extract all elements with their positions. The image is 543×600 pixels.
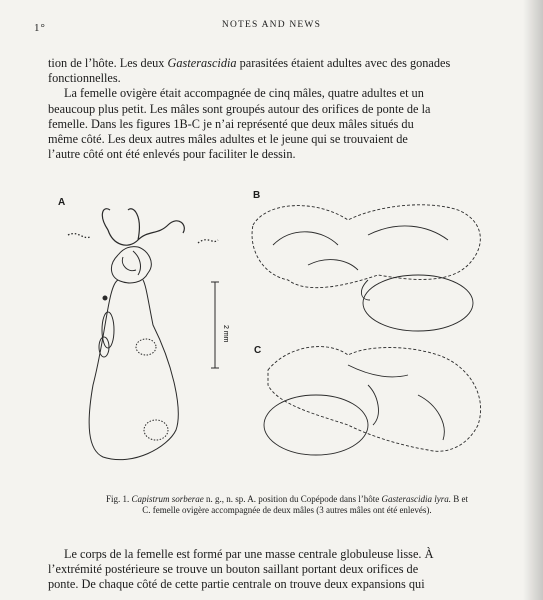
panel-b-drawing: [252, 205, 480, 331]
panel-label-c: C: [254, 345, 262, 356]
scale-bar: [211, 282, 219, 368]
body-text: [48, 56, 510, 162]
panel-label-b: B: [253, 190, 261, 201]
panel-a-drawing: [68, 209, 218, 460]
page-number: 1°: [34, 22, 46, 34]
figure-drawings: [48, 185, 528, 485]
paragraph-1-line-2: fonctionnelles.: [48, 71, 121, 86]
body-text-bottom: [48, 547, 510, 593]
caption-line-2: C. femelle ovigère accompagnée de deux mâles (3 autres mâles ont été enlevés).: [142, 505, 432, 515]
paragraph-2-line-1: La femelle ovigère était accompagnée de cinq mâles, quatre adultes et un: [64, 86, 424, 101]
genus-name: Gasterascidia: [167, 56, 237, 70]
bottom-line-1: Le corps de la femelle est formé par une masse centrale globuleuse lisse. À: [64, 547, 434, 561]
bottom-line-2: l’extrémité postérieure se trouve un bouton saillant portant deux orifices de: [48, 562, 419, 577]
scale-bar-label: 2 mm: [222, 325, 229, 343]
paragraph-2-line-5: l’autre côté ont été enlevés pour faciliter le dessin.: [48, 147, 296, 162]
page-edge-shadow: [523, 0, 543, 600]
paragraph-1: [48, 56, 510, 86]
paragraph-1-line-1: tion de l’hôte. Les deux Gasterascidia parasitées étaient adultes avec des gonades: [48, 56, 451, 70]
paragraph-2-line-4: même côté. Les deux autres mâles adultes et le jeune qui se trouvaient de: [48, 132, 408, 147]
paragraph-2-line-2: beaucoup plus petit. Les mâles sont groupés autour des orifices de ponte de la: [48, 101, 431, 116]
bottom-line-3: ponte. De chaque côté de cette partie centrale on trouve deux expansions qui: [48, 577, 425, 592]
running-header: NOTES AND NEWS: [221, 20, 322, 30]
paragraph-2-line-3: femelle. Dans les figures 1B-C je n’ai représenté que deux mâles situés du: [48, 116, 414, 131]
caption-species: Capistrum sorberae: [131, 494, 204, 504]
figure-caption: Fig. 1. Capistrum sorberae n. g., n. sp. A. position du Copépode dans l’hôte Gasterascidia lyra. B et C. femelle ovigère accompagnée de deux mâles (3 autres mâles ont été enlevés).: [105, 494, 469, 515]
paragraph-2: [48, 86, 510, 162]
panel-c-drawing: [264, 347, 481, 455]
panel-label-a: A: [58, 197, 66, 208]
figure-1: [48, 185, 528, 485]
caption-host: Gasterascidia lyra.: [381, 494, 452, 504]
